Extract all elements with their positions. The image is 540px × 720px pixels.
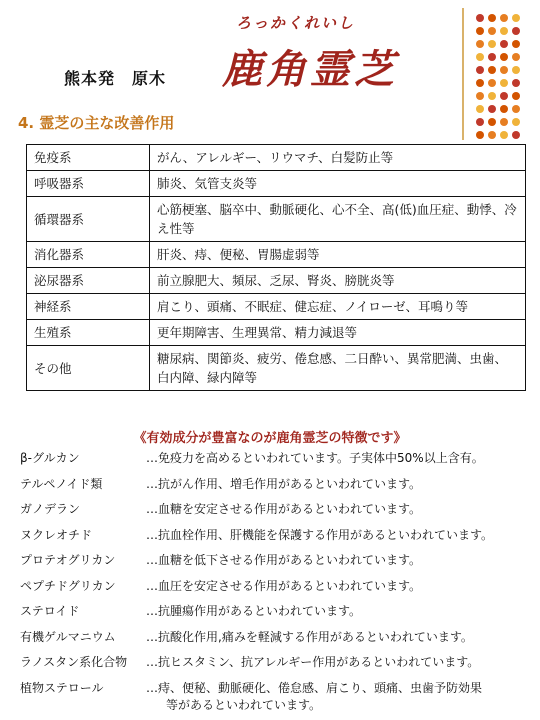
component-name: ペプチドグリカン: [20, 578, 116, 593]
decorative-dot: [512, 118, 520, 126]
component-name: β-グルカン: [20, 451, 80, 465]
decorative-dot: [512, 105, 520, 113]
component-name: ガノデラン: [20, 502, 81, 516]
effects-row: [27, 145, 526, 171]
effects-description: がん、アレルギー、リウマチ、白髪防止等: [150, 145, 526, 171]
decorative-dot: [476, 27, 484, 35]
components-list: [20, 446, 535, 718]
decorative-dot: [512, 40, 520, 48]
decorative-dot: [488, 105, 496, 113]
decorative-dot: [476, 40, 484, 48]
effects-system: 神経系: [27, 294, 150, 320]
decorative-dot: [476, 66, 484, 74]
decorative-dot: [512, 27, 520, 35]
component-description: [146, 628, 473, 645]
component-description-line: …抗血栓作用、肝機能を保護する作用があるといわれています。: [146, 527, 494, 542]
components-heading-open: 《有効成分が豊富なのが: [133, 431, 277, 446]
decorative-dot: [488, 27, 496, 35]
component-description-line: …抗がん作用、増毛作用があるといわれています。: [146, 476, 422, 491]
component-description: [146, 679, 482, 713]
component-name: 有機ゲルマニウム: [20, 629, 116, 644]
component-row: [20, 625, 535, 651]
decorative-dot: [476, 53, 484, 61]
decorative-dot: [476, 105, 484, 113]
decorative-dot: [488, 131, 496, 139]
decorative-dot: [476, 118, 484, 126]
effects-system: 泌尿器系: [27, 268, 150, 294]
decorative-dot: [488, 118, 496, 126]
component-description-line: …血圧を安定させる作用があるといわれています。: [146, 578, 422, 593]
effects-description: 更年期障害、生理異常、精力減退等: [150, 320, 526, 346]
decorative-dot: [476, 131, 484, 139]
effects-description: 肝炎、痔、便秘、胃腸虚弱等: [150, 242, 526, 268]
decorative-dot-grid: [476, 14, 524, 144]
effects-system: 生殖系: [27, 320, 150, 346]
component-name: ヌクレオチド: [20, 527, 93, 542]
decorative-dot: [512, 131, 520, 139]
decorative-dot: [488, 14, 496, 22]
decorative-dot: [488, 79, 496, 87]
component-row: [20, 446, 535, 472]
effects-description: 心筋梗塞、脳卒中、動脈硬化、心不全、高(低)血圧症、動悸、冷え性等: [150, 197, 526, 242]
component-name: ラノスタン系化合物: [20, 655, 128, 669]
effects-row: [27, 320, 526, 346]
component-name: プロテオグリカン: [20, 553, 116, 567]
decorative-dot: [488, 40, 496, 48]
component-row: [20, 472, 535, 498]
component-description-line: …免疫力を高めるといわれています。子実体中50%以上含有。: [146, 451, 484, 465]
decorative-dot: [500, 66, 508, 74]
decorative-dot: [488, 53, 496, 61]
decorative-dot: [512, 66, 520, 74]
effects-system: 消化器系: [27, 242, 150, 268]
components-heading-brand: 鹿角霊芝: [276, 431, 329, 446]
decorative-dot: [500, 40, 508, 48]
decorative-dot: [476, 79, 484, 87]
component-row: [20, 497, 535, 523]
decorative-dot: [476, 14, 484, 22]
decorative-dot: [500, 118, 508, 126]
decorative-dot: [500, 27, 508, 35]
component-description: [146, 500, 421, 517]
effects-system: 循環器系: [27, 197, 150, 242]
origin-label: 熊本発 原木: [64, 69, 167, 88]
decorative-dot: [512, 14, 520, 22]
component-name: ステロイド: [20, 604, 80, 618]
component-row: [20, 548, 535, 574]
decorative-dot: [512, 92, 520, 100]
component-name: テルペノイド類: [20, 476, 103, 491]
effects-system: その他: [27, 346, 150, 391]
component-description: [146, 653, 479, 670]
decorative-dot: [500, 14, 508, 22]
decorative-line: [462, 8, 464, 140]
section-title: 4. 霊芝の主な改善作用: [18, 114, 175, 132]
component-description: [146, 475, 421, 492]
decorative-dot: [500, 79, 508, 87]
component-description-line: …抗酸化作用,痛みを軽減する作用があるといわれています。: [146, 629, 473, 644]
component-description: [146, 577, 421, 594]
effects-row: [27, 197, 526, 242]
brand-furigana: ろっかくれいし: [236, 14, 356, 32]
brand-title: 鹿角霊芝: [222, 46, 398, 93]
effects-row: [27, 268, 526, 294]
component-row: [20, 523, 535, 549]
effects-system: 免疫系: [27, 145, 150, 171]
component-description-line: …血糖を低下させる作用があるといわれています。: [146, 553, 422, 567]
decorative-dot: [488, 66, 496, 74]
component-description: [146, 551, 421, 568]
decorative-dot: [500, 131, 508, 139]
effects-description: 前立腺肥大、頻尿、乏尿、腎炎、膀胱炎等: [150, 268, 526, 294]
decorative-dot: [500, 53, 508, 61]
effects-row: [27, 171, 526, 197]
component-row: [20, 574, 535, 600]
decorative-dot: [512, 79, 520, 87]
component-description: [146, 449, 484, 466]
components-heading-close: の特徴です》: [328, 431, 407, 446]
component-description-line: …痔、便秘、動脈硬化、倦怠感、肩こり、頭痛、虫歯予防効果: [146, 680, 483, 695]
component-description-line: …抗ヒスタミン、抗アレルギー作用があるといわれています。: [146, 655, 480, 669]
component-name: 植物ステロール: [20, 680, 104, 695]
effects-row: [27, 242, 526, 268]
effects-system: 呼吸器系: [27, 171, 150, 197]
component-description-line: …抗腫瘍作用があるといわれています。: [146, 604, 362, 618]
decorative-dot: [512, 53, 520, 61]
component-description-line: …血糖を安定させる作用があるといわれています。: [146, 502, 422, 516]
decorative-dot: [488, 92, 496, 100]
decorative-dot: [476, 92, 484, 100]
component-row: [20, 650, 535, 676]
effects-description: 肩こり、頭痛、不眠症、健忘症、ノイローゼ、耳鳴り等: [150, 294, 526, 320]
effects-description: 糖尿病、関節炎、疲労、倦怠感、二日酔い、異常肥満、虫歯、白内障、緑内障等: [150, 346, 526, 391]
effects-row: [27, 294, 526, 320]
component-row: [20, 599, 535, 625]
component-description: [146, 602, 361, 619]
effects-table: [26, 144, 526, 391]
effects-row: [27, 346, 526, 391]
effects-description: 肺炎、気管支炎等: [150, 171, 526, 197]
component-description-line: 等があるといわれています。: [166, 697, 322, 712]
decorative-dot: [500, 105, 508, 113]
components-heading: [0, 427, 540, 446]
decorative-dot: [500, 92, 508, 100]
component-row: [20, 676, 535, 718]
component-description: [146, 526, 493, 543]
